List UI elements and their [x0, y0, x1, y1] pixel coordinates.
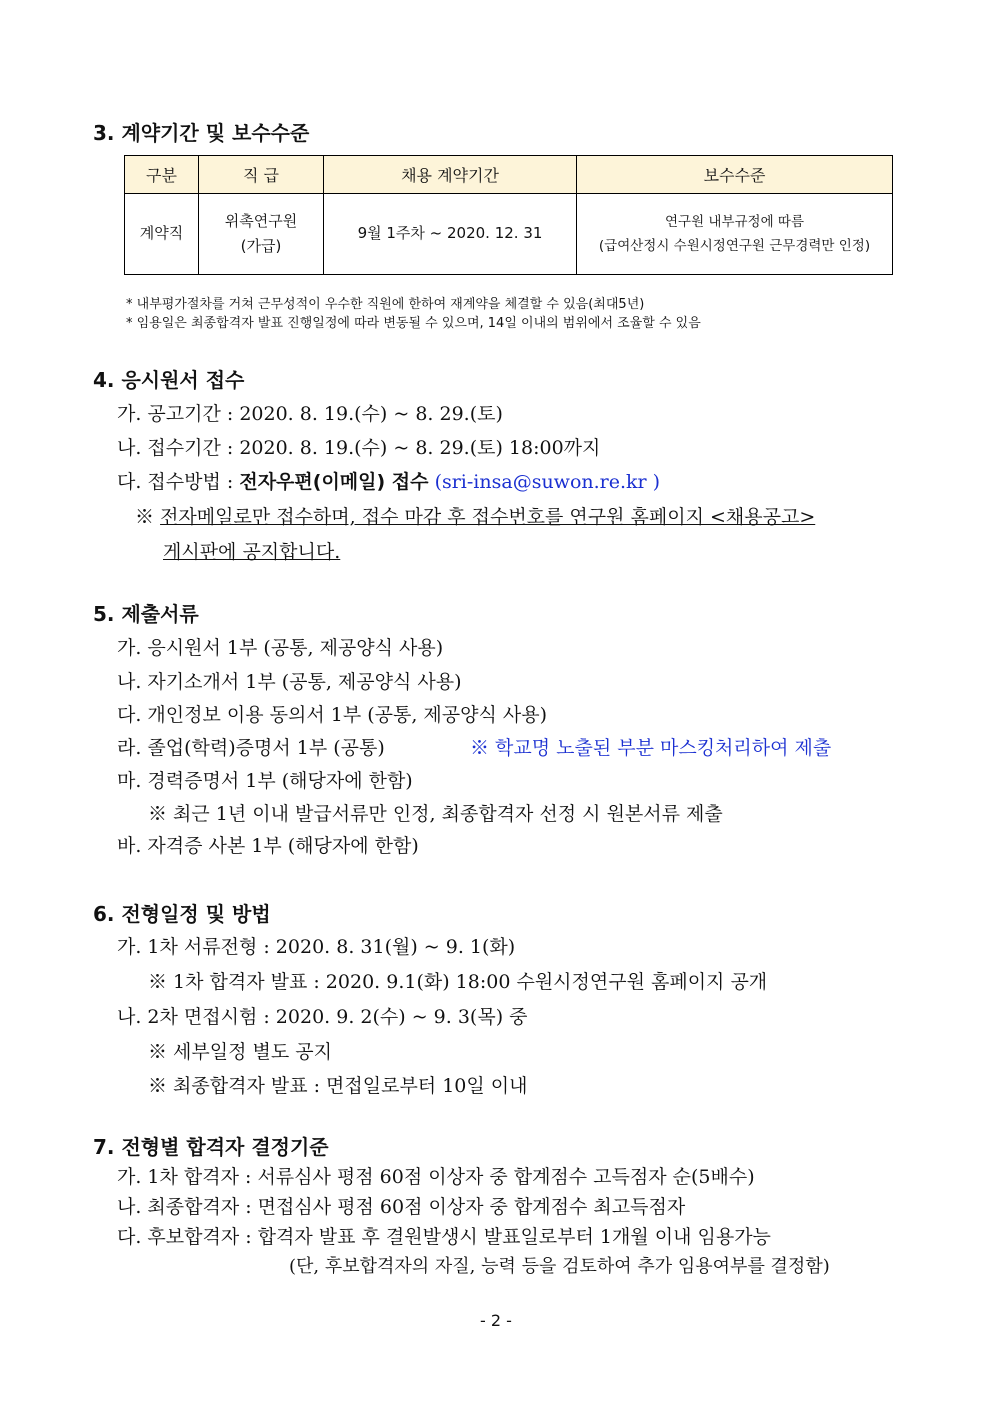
s5-item-da: 다. 개인정보 이용 동의서 1부 (공통, 제공양식 사용)	[117, 704, 547, 726]
table-header-period: 채용 계약기간	[324, 156, 577, 194]
s6-item-na: 나. 2차 면접시험 : 2020. 9. 2(수) ~ 9. 3(목) 중	[117, 1006, 528, 1028]
s7-item-ga: 가. 1차 합격자 : 서류심사 평점 60점 이상자 중 합계점수 고득점자 순(5배수)	[117, 1166, 755, 1188]
s4-da-prefix: 다. 접수방법 :	[117, 471, 240, 493]
s5-item-na: 나. 자기소개서 1부 (공통, 제공양식 사용)	[117, 671, 462, 693]
table-header-type: 구분	[125, 156, 199, 194]
s4-note-text-1: 전자메일로만 접수하며, 접수 마감 후 접수번호를 연구원 홈페이지 <채용공고>	[160, 506, 816, 528]
section-5-heading: 5. 제출서류	[93, 602, 199, 626]
section-7-heading: 7. 전형별 합격자 결정기준	[93, 1135, 329, 1159]
s5-item-ma: 마. 경력증명서 1부 (해당자에 한함)	[117, 770, 413, 792]
s7-item-na: 나. 최종합격자 : 면접심사 평점 60점 이상자 중 합계점수 최고득점자	[117, 1196, 686, 1218]
table-note-1: * 내부평가절차를 거쳐 근무성적이 우수한 직원에 한하여 재계약을 체결할 수 있음(최대5년)	[126, 297, 645, 312]
table-note-2: * 임용일은 최종합격자 발표 진행일정에 따라 변동될 수 있으며, 14일 이내의 범위에서 조율할 수 있음	[126, 316, 701, 331]
s5-item-ga: 가. 응시원서 1부 (공통, 제공양식 사용)	[117, 637, 444, 659]
s6-item-ga: 가. 1차 서류전형 : 2020. 8. 31(월) ~ 9. 1(화)	[117, 936, 516, 958]
table-header-row	[125, 156, 893, 194]
rank-grade: (가급)	[240, 237, 282, 255]
s6-na-note-2: ※ 최종합격자 발표 : 면접일로부터 10일 이내	[148, 1075, 528, 1097]
section-3-heading: 3. 계약기간 및 보수수준	[93, 121, 310, 145]
pay-line-2: (급여산정시 수원시정연구원 근무경력만 인정)	[598, 238, 871, 254]
s7-item-da: 다. 후보합격자 : 합격자 발표 후 결원발생시 발표일로부터 1개월 이내 임용가능	[117, 1226, 771, 1248]
section-4-heading: 4. 응시원서 접수	[93, 368, 245, 392]
page-number: - 2 -	[480, 1311, 512, 1330]
s4-item-na: 나. 접수기간 : 2020. 8. 19.(수) ~ 8. 29.(토) 18:00까지	[117, 437, 601, 459]
note-mark: ※	[135, 506, 155, 528]
table-cell-pay	[577, 194, 893, 275]
s4-note-2: 게시판에 공지합니다.	[163, 541, 341, 563]
s4-da-method: 전자우편(이메일) 접수	[239, 471, 429, 493]
contract-table	[124, 155, 893, 275]
email-address: (sri-insa@suwon.re.kr )	[434, 471, 661, 493]
s6-na-note-1: ※ 세부일정 별도 공지	[148, 1041, 332, 1063]
table-cell-rank	[199, 194, 324, 275]
s4-item-ga: 가. 공고기간 : 2020. 8. 19.(수) ~ 8. 29.(토)	[117, 403, 503, 425]
s5-item-ra: 라. 졸업(학력)증명서 1부 (공통)	[117, 737, 385, 759]
section-6-heading: 6. 전형일정 및 방법	[93, 902, 271, 926]
table-row	[125, 194, 893, 275]
table-cell-type: 계약직	[125, 194, 199, 275]
pay-line-1: 연구원 내부규정에 따름	[665, 213, 804, 230]
s7-da-detail: (단, 후보합격자의 자질, 능력 등을 검토하여 추가 임용여부를 결정함)	[289, 1256, 830, 1277]
s4-note-1	[135, 502, 815, 529]
table-header-rank: 직 급	[199, 156, 324, 194]
s5-ma-note: ※ 최근 1년 이내 발급서류만 인정, 최종합격자 선정 시 원본서류 제출	[148, 803, 723, 825]
rank-title: 위촉연구원	[224, 211, 298, 230]
s4-item-da	[117, 467, 660, 494]
table-cell-period: 9월 1주차 ~ 2020. 12. 31	[324, 194, 577, 275]
s5-ra-note: ※ 학교명 노출된 부분 마스킹처리하여 제출	[470, 737, 832, 759]
s6-ga-note: ※ 1차 합격자 발표 : 2020. 9.1(화) 18:00 수원시정연구원 홈페이지 공개	[148, 971, 768, 993]
s5-item-ba: 바. 자격증 사본 1부 (해당자에 한함)	[117, 835, 419, 857]
table-header-pay: 보수수준	[577, 156, 893, 194]
